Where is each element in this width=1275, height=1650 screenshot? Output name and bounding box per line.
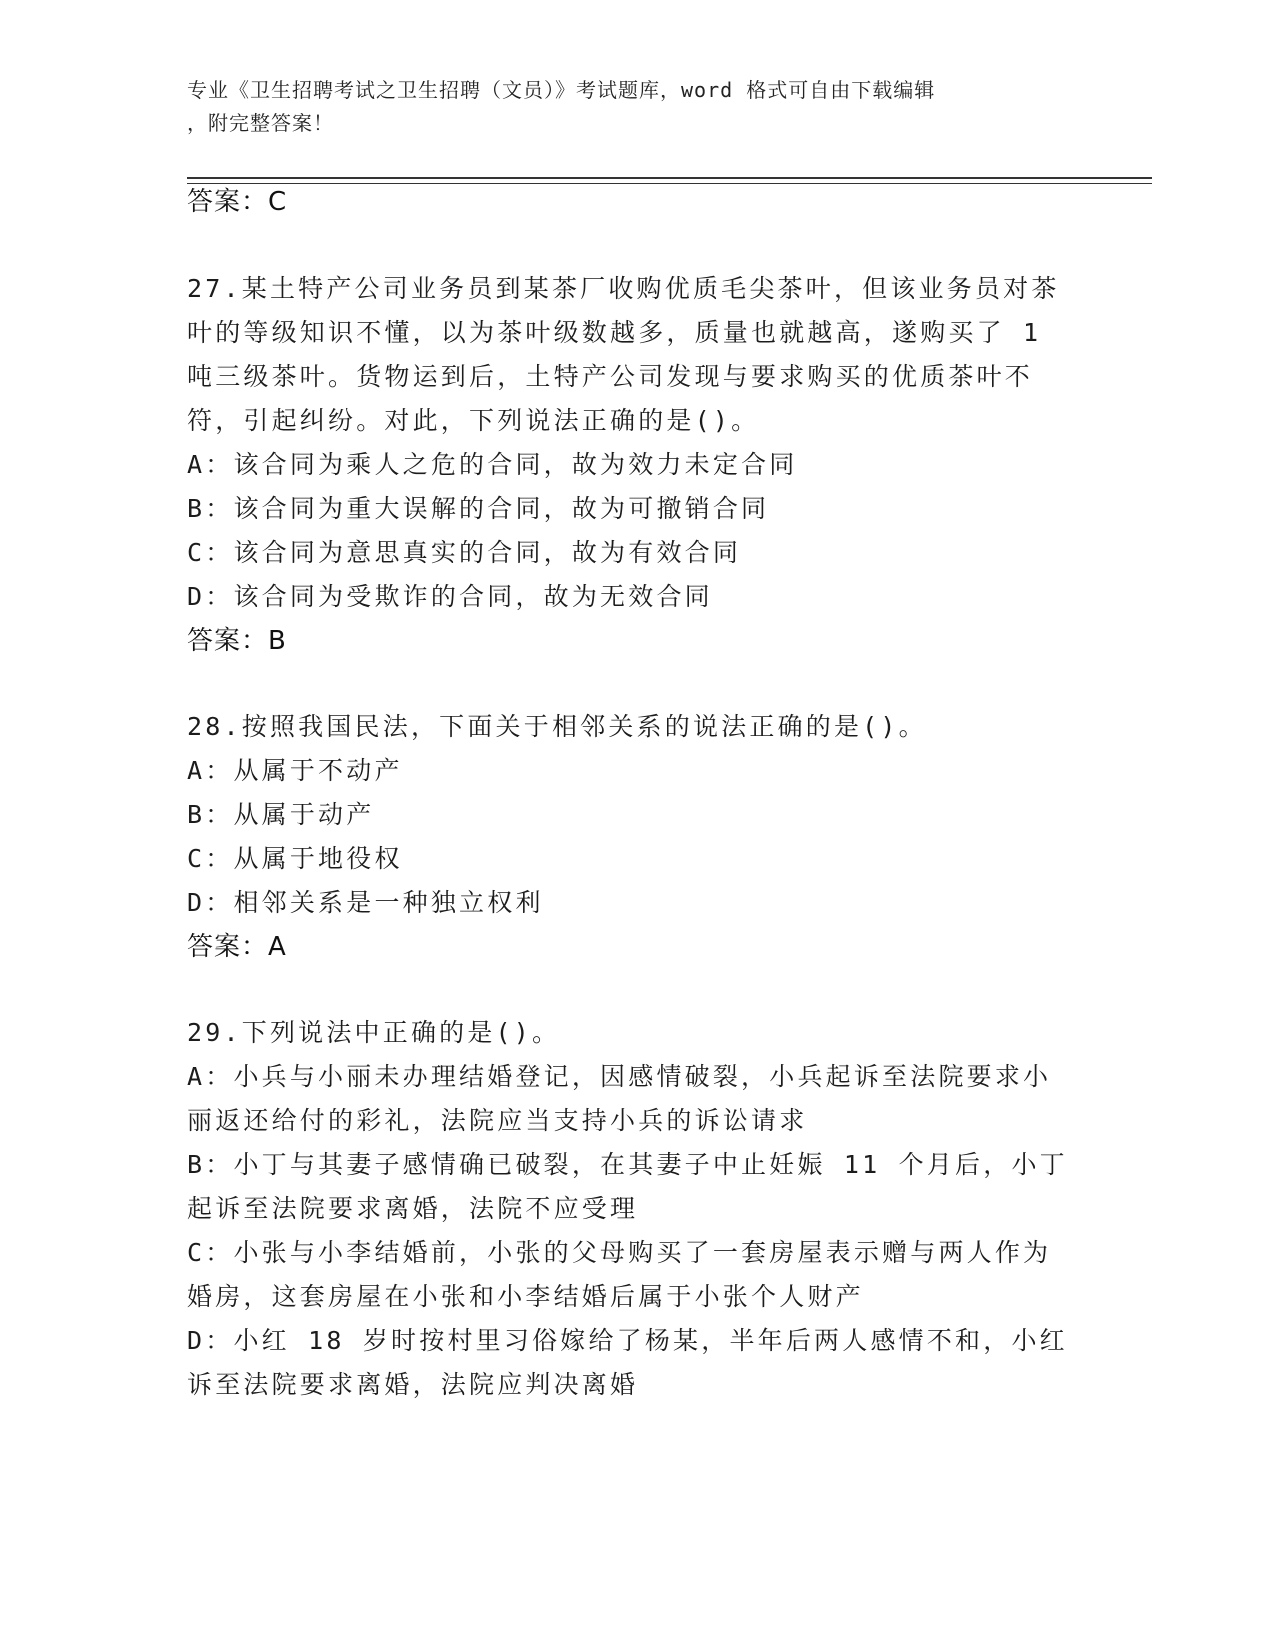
- q27-stem-line-2: 叶的等级知识不懂，以为茶叶级数越多，质量也就越高，遂购买了 1: [187, 318, 1042, 347]
- q29-option-d-line-2: 诉至法院要求离婚，法院应判决离婚: [187, 1370, 639, 1399]
- q29-option-b-line-2: 起诉至法院要求离婚，法院不应受理: [187, 1194, 639, 1223]
- q29-option-c-line-1: C：小张与小李结婚前，小张的父母购买了一套房屋表示赠与两人作为: [187, 1238, 1052, 1267]
- header-line-1: 专业《卫生招聘考试之卫生招聘（文员）》考试题库，word 格式可自由下载编辑: [187, 78, 936, 102]
- q28-stem: 28.按照我国民法，下面关于相邻关系的说法正确的是()。: [187, 712, 927, 741]
- q27-option-a: A：该合同为乘人之危的合同，故为效力未定合同: [187, 450, 798, 479]
- q29-option-c-line-2: 婚房，这套房屋在小张和小李结婚后属于小张个人财产: [187, 1282, 864, 1311]
- q28-option-d: D：相邻关系是一种独立权利: [187, 888, 544, 917]
- q28-option-b: B：从属于动产: [187, 800, 375, 829]
- q27-answer: 答案：B: [187, 626, 287, 656]
- document-header: [187, 74, 1087, 140]
- q28-option-c: C：从属于地役权: [187, 844, 403, 873]
- q27-stem-line-4: 符，引起纠纷。对此，下列说法正确的是()。: [187, 406, 760, 435]
- q28-option-a: A：从属于不动产: [187, 756, 403, 785]
- q29-option-b-line-1: B：小丁与其妻子感情确已破裂，在其妻子中止妊娠 11 个月后，小丁: [187, 1150, 1068, 1179]
- header-rule-thin: [187, 183, 1152, 184]
- q29-option-a-line-1: A：小兵与小丽未办理结婚登记，因感情破裂，小兵起诉至法院要求小: [187, 1062, 1052, 1091]
- q27-stem-line-1: 27.某土特产公司业务员到某茶厂收购优质毛尖茶叶，但该业务员对茶: [187, 274, 1060, 303]
- q29-option-d-line-1: D：小红 18 岁时按村里习俗嫁给了杨某，半年后两人感情不和，小红: [187, 1326, 1068, 1355]
- q27-option-c: C：该合同为意思真实的合同，故为有效合同: [187, 538, 742, 567]
- header-rule-thick: [187, 177, 1152, 179]
- prev-answer: 答案：C: [187, 187, 288, 217]
- q27-stem-line-3: 吨三级茶叶。货物运到后，土特产公司发现与要求购买的优质茶叶不: [187, 362, 1034, 391]
- q29-option-a-line-2: 丽返还给付的彩礼，法院应当支持小兵的诉讼请求: [187, 1106, 808, 1135]
- q27-option-b: B：该合同为重大误解的合同，故为可撤销合同: [187, 494, 770, 523]
- header-line-2: ，附完整答案！: [187, 111, 334, 135]
- q28-answer: 答案：A: [187, 932, 287, 962]
- q29-stem: 29.下列说法中正确的是()。: [187, 1018, 561, 1047]
- q27-option-d: D：该合同为受欺诈的合同，故为无效合同: [187, 582, 713, 611]
